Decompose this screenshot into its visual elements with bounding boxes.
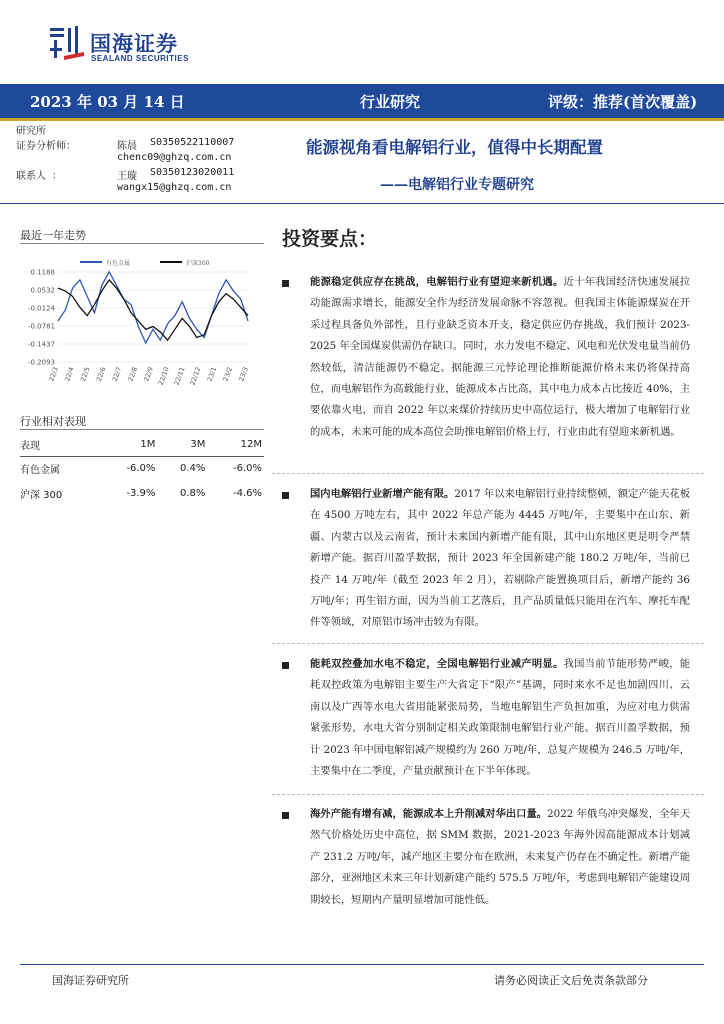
perf-section-label: 行业相对表现 — [20, 415, 86, 428]
bullet-text — [310, 804, 690, 911]
logo-cn-text: 国海证券 — [90, 32, 178, 56]
trend-chart-svg — [20, 250, 264, 386]
x-tick-label: 23/2 — [221, 365, 235, 383]
logo-en-text: SEALAND SECURITIES — [91, 54, 189, 63]
perf-section-divider — [20, 429, 264, 430]
bullet-square-icon — [282, 492, 289, 499]
header-band — [0, 84, 724, 121]
bullet-separator — [272, 794, 704, 795]
series-line — [58, 280, 248, 340]
y-tick-label: 0.0532 — [30, 286, 55, 295]
y-tick-label: -0.2093 — [27, 358, 55, 367]
perf-header-cell: 表现 — [20, 433, 101, 457]
y-tick-label: -0.0124 — [27, 304, 55, 313]
perf-cell: -6.0% — [232, 463, 262, 474]
bullet-lead: 能源稳定供应存在挑战，电解铝行业有望迎来新机遇。 — [310, 276, 564, 288]
bullet-item — [282, 654, 690, 786]
x-tick-label: 22/8 — [126, 365, 140, 383]
perf-cell: -3.9% — [126, 488, 156, 499]
chart-section-label: 最近一年走势 — [20, 229, 86, 242]
x-tick-label: 23/1 — [205, 365, 219, 383]
report-date: 2023 年 03 月 14 日 — [30, 93, 185, 111]
y-tick-label: -0.0781 — [27, 322, 55, 331]
trend-chart — [20, 250, 264, 386]
institute-label: 研究所 — [16, 126, 46, 137]
main-heading: 投资要点： — [282, 228, 378, 250]
perf-cell: 0.8% — [179, 488, 206, 499]
x-tick-label: 22/7 — [110, 365, 124, 383]
bullet-square-icon — [282, 812, 289, 819]
bullet-separator — [272, 643, 704, 644]
perf-row — [20, 457, 264, 483]
bullet-text — [310, 272, 690, 443]
bullet-item — [282, 272, 690, 462]
bullet-separator — [272, 473, 704, 474]
contact-label: 联系人 ： — [16, 171, 63, 182]
performance-table — [20, 433, 264, 507]
perf-header-cell: 12M — [207, 433, 264, 457]
y-tick-label: 0.1188 — [30, 268, 55, 277]
bullet-square-icon — [282, 662, 289, 669]
perf-cell: 0.4% — [179, 463, 206, 474]
perf-cell: -6.0% — [126, 463, 156, 474]
legend-label: 沪深300 — [186, 260, 210, 267]
x-tick-label: 23/3 — [237, 365, 250, 383]
analyst-id: S0350522110007 — [150, 137, 235, 148]
logo-mark-icon — [50, 26, 84, 60]
x-tick-label: 22/11 — [172, 365, 187, 386]
bullet-body: 近十年我国经济快速发展拉动能源需求增长，能源安全作为经济发展命脉不容忽视。但我国主体能源煤炭在开采过程具备负外部性，且行业缺乏资本开支，稳定供应仍存挑战，我们预计 2023-2025 年全国煤炭供需仍存缺口。同时，水力发电不稳定、风电和光伏发电量当前仍然较低，清洁能源仍不稳定。据能源三元悖论理论推断能源价格未来仍将保持高位，而电解铝作为高载能行业，能源成本占比高，其中电力成本占比接近 40%，主要依靠火电，而自 2022 年以来煤价持续历史中高位运行，极大增加了电解铝行业的成本，未来可能的成本高位会助推电解铝价格上行，行业由此有望迎来新机遇。 — [310, 276, 691, 438]
chart-section-divider — [20, 243, 264, 244]
series-line — [58, 272, 248, 343]
x-tick-label: 22/12 — [188, 365, 203, 386]
x-tick-label: 22/6 — [94, 365, 108, 383]
bullet-text — [310, 654, 690, 782]
footer-left: 国海证券研究所 — [52, 974, 129, 987]
analyst-email: chenc09@ghzq.com.cn — [117, 152, 232, 163]
footer-divider — [20, 964, 704, 965]
bullet-body: 2022 年俄乌冲突爆发，全年天然气价格处历史中高位，据 SMM 数据，2021-2023 年海外因高能源成本计划减产 231.2 万吨/年，减产地区主要分布在欧洲，未来复产仍存在不确定性。新增产能部分，亚洲地区未来三年计划新建产能约 575.5 万吨/年，考虑到电解铝产能建设周期较长，短期内产量明显增加可能性低。 — [310, 808, 691, 906]
bullet-item — [282, 484, 690, 634]
contact-name: 王璇 — [117, 171, 137, 182]
bullet-item — [282, 804, 690, 934]
report-title: 能源视角看电解铝行业，值得中长期配置 — [306, 138, 603, 157]
perf-cell: 沪深 300 — [20, 490, 63, 501]
report-rating: 评级：推荐(首次覆盖) — [548, 93, 698, 111]
footer-right: 请务必阅读正文后免责条款部分 — [494, 974, 648, 987]
bullet-lead: 国内电解铝行业新增产能有限。 — [310, 488, 455, 500]
report-category: 行业研究 — [360, 93, 421, 111]
perf-cell: 有色金属 — [20, 465, 60, 476]
perf-row — [20, 482, 264, 507]
perf-cell: -4.6% — [232, 488, 262, 499]
bullet-lead: 能耗双控叠加水电不稳定，全国电解铝行业减产明显。 — [310, 658, 564, 670]
contact-id: S0350123020011 — [150, 167, 235, 178]
x-tick-label: 22/9 — [142, 365, 155, 383]
y-tick-label: -0.1437 — [27, 340, 55, 349]
perf-header-cell: 1M — [101, 433, 158, 457]
analyst-name: 陈晨 — [117, 141, 137, 152]
legend-label: 有色金属 — [106, 260, 131, 267]
contact-email: wangx15@ghzq.com.cn — [117, 182, 232, 193]
bullet-body: 2017 年以来电解铝行业持续整顿，额定产能天花板在 4500 万吨左右，其中 2022 年总产能为 4445 万吨/年，主要集中在山东、新疆、内蒙古以及云南省，预计未来国内新增产能有限，其中山东地区更是明令严禁新增产能。据百川盈孚数据，预计 2023 年全国新建产能 180.2 万吨/年，当前已投产 14 万吨/年（截至 2023 年 2 月），若剔除产能置换项目后，新增产能约 36 万吨/年；再生铝方面，因为当前工艺落后，且产品质量低只能用在汽车、摩托车配件等领域，对原铝市场冲击较为有限。 — [310, 488, 691, 629]
bullet-square-icon — [282, 280, 289, 287]
header-divider — [0, 203, 724, 204]
report-subtitle: ——电解铝行业专题研究 — [380, 177, 534, 193]
analyst-label: 证券分析师： — [16, 141, 76, 152]
perf-header-row — [20, 433, 264, 457]
x-tick-label: 22/4 — [63, 365, 76, 383]
x-tick-label: 22/10 — [156, 365, 171, 386]
bullet-text — [310, 484, 690, 634]
x-tick-label: 22/3 — [47, 365, 60, 383]
bullet-body: 我国当前节能形势严峻，能耗双控政策为电解铝主要生产大省定下“限产”基调，同时来水不足也加剧四川、云南以及广西等水电大省用能紧张局势，当地电解铝生产负担加重，为应对电力供需紧张形势，水电大省分别制定相关政策限制电解铝行业产能。据百川盈孚数据，预计 2023 年中国电解铝减产规模约为 260 万吨/年，总复产规模为 246.5 万吨/年，主要集中在二季度，产量贡献预计在下半年体现。 — [310, 658, 691, 778]
perf-header-cell: 3M — [157, 433, 207, 457]
x-tick-label: 22/5 — [79, 365, 92, 383]
bullet-lead: 海外产能有增有减，能源成本上升削减对华出口量。 — [310, 808, 548, 820]
